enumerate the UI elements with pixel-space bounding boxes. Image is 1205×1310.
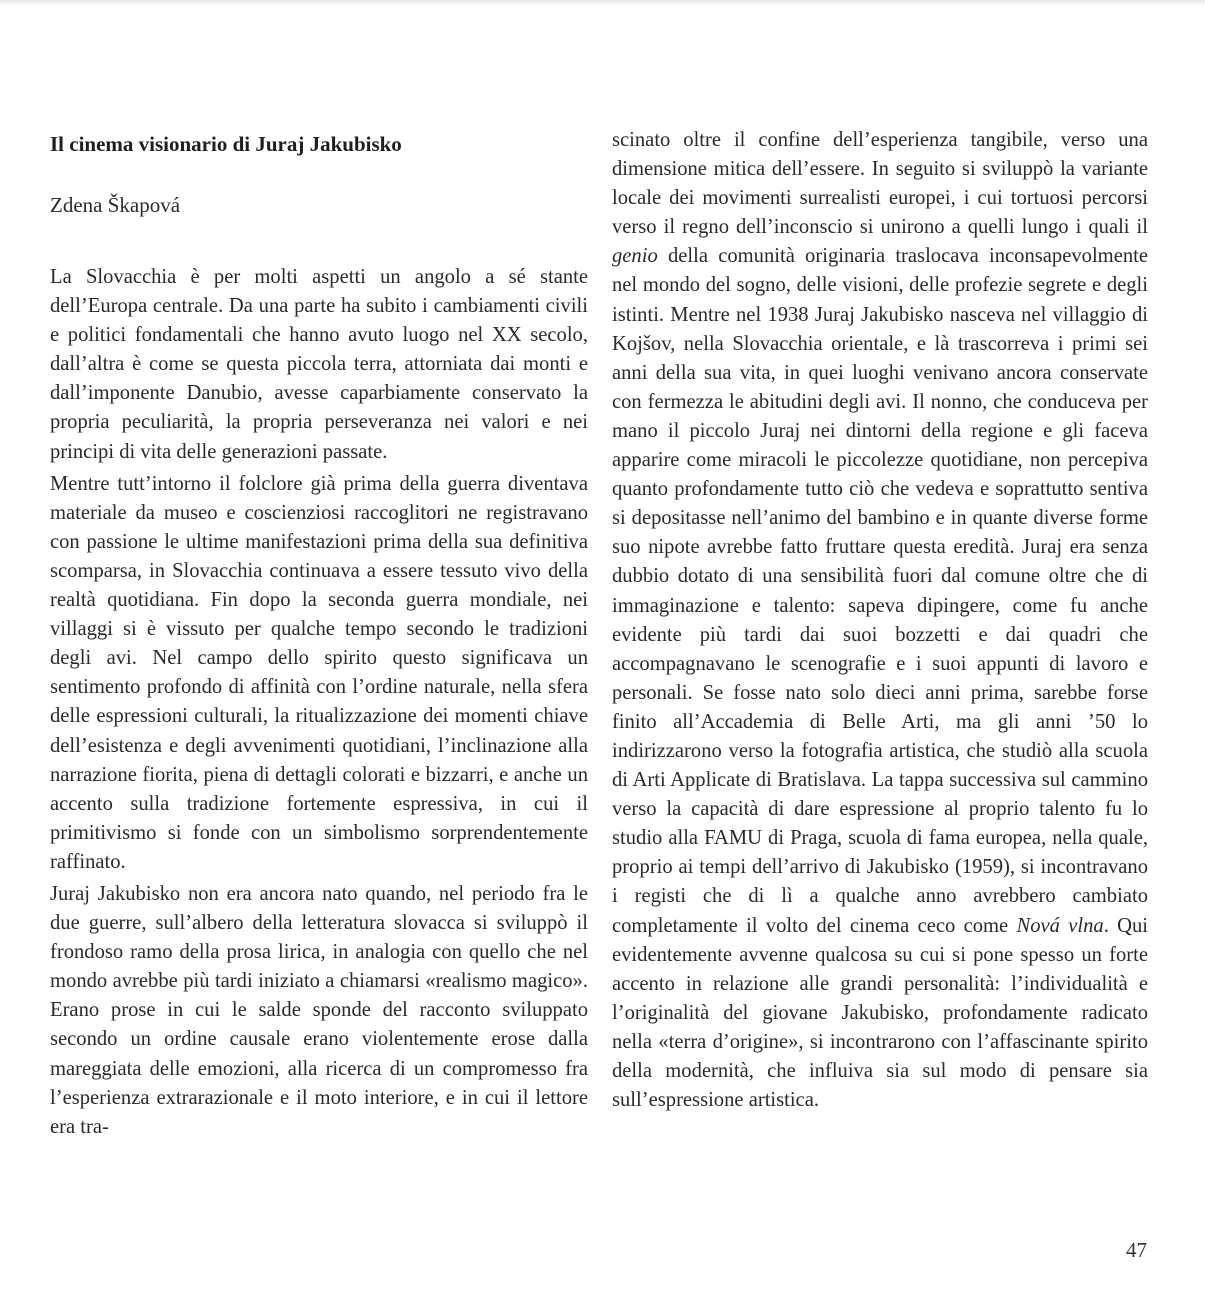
page-number: 47 (1126, 1238, 1147, 1262)
paragraph-intro: La Slovacchia è per molti aspetti un angolo a sé stante dell’Europa centrale. Da una parte ha subito i cambiamenti civili e politici fondamentali che hanno avuto luogo nel XX secolo, dall’altra è come se questa piccola terra, attorniata dai monti e dall’imponente Danubio, avesse caparbiamente conservato la propria peculiarità, la propria perseveranza nei valori e nei principi di vita delle generazioni passate. (50, 266, 588, 463)
text-run: della comunità originaria traslocava inconsapevolmente nel mondo del sogno, delle visioni, delle profezie segrete e degli istinti. Mentre nel 1938 Juraj Jakubisko nasceva nel villaggio di Kojšov, nella Slovacchia orientale, e là trascorreva i primi sei anni della sua vita, in quei luoghi venivano ancora conservate con fermezza le abitudini degli avi. Il nonno, che conduceva per mano il piccolo Juraj nei dintorni della regione e gli faceva apparire come miracoli le piccolezze quotidiane, non percepiva quanto profondamente tutto ciò che vedeva e soprattutto sentiva si depositasse nell’animo del bambino e in quante diverse forme suo nipote avrebbe fatto fruttare questa eredità. Juraj era senza dubbio dotato di una sensibilità fuori dal comune oltre che di immaginazione e talento: sapeva dipingere, come fu anche evidente più tardi dai suoi bozzetti e dai quadri che accompagnavano le scenografie e i suoi appunti di lavoro e personali. Se fosse nato solo dieci anni prima, sarebbe forse finito all’Accademia di Belle Arti, ma gli anni ’50 lo indirizzarono verso la fotografia artistica, che studiò alla scuola di Arti Applicate di Bratislava. La tappa successiva sul cammino verso la capacità di dare espressione al proprio talento fu lo studio alla FAMU di Praga, scuola di fama europea, nella quale, proprio ai tempi dell’arrivo di Jakubisko (1959), si incontravano i registi che di lì a qualche anno avrebbero cambiato completamente il volto del cinema ceco come (612, 245, 1148, 937)
italic-term-genio: genio (612, 245, 658, 268)
paragraph-continuation (612, 126, 1148, 1115)
text-run: scinato oltre il confine dell’esperienza tangibile, verso una dimensione mitica dell’essere. In seguito si sviluppò la variante locale dei movimenti surrealisti europei, i cui tortuosi percorsi verso il regno dell’inconscio si unirono a quelli lungo i quali il (612, 129, 1148, 239)
left-column-paragraphs (50, 263, 588, 1142)
left-column (50, 128, 588, 1142)
page-top-edge (0, 0, 1205, 6)
paragraph-lyric-prose: Juraj Jakubisko non era ancora nato quando, nel periodo fra le due guerre, sull’albero della letteratura slovacca si sviluppò il frondoso ramo della prosa lirica, in analogia con quello che nel mondo avrebbe più tardi iniziato a chiamarsi «realismo magico». Erano prose in cui le salde sponde del racconto sviluppato secondo un ordine causale erano violentemente erose dalla mareggiata delle emozioni, alla ricerca di un compromesso fra l’esperienza extrarazionale e il moto interiore, e in cui il lettore era tra- (50, 882, 588, 1138)
article-title: Il cinema visionario di Juraj Jakubisko (50, 132, 402, 156)
text-run: . Qui evidentemente avvenne qualcosa su cui si pone spesso un forte accento in relazione alle grandi personalità: l’individualità e l’originalità del giovane Jakubisko, profondamente radicato nella «terra d’origine», si incontrarono con l’affascinante spirito della modernità, che influiva sia sul modo di pensare sia sull’espressione artistica. (612, 914, 1149, 1112)
paragraph-folklore: Mentre tutt’intorno il folclore già prima della guerra diventava materiale da museo e coscienziosi raccoglitori ne registravano con passione le ultime manifestazioni prima della sua definitiva scomparsa, in Slovacchia continuava a essere tessuto vivo della realtà quotidiana. Fin dopo la seconda guerra mondiale, nei villaggi si è vissuto per qualche tempo secondo le tradizioni degli avi. Nel campo dello spirito questo significava un sentimento profondo di affinità con l’ordine naturale, nella sfera delle espressioni culturali, la ritualizzazione dei momenti chiave dell’esistenza e degli avvenimenti quotidiani, l’inclinazione alla narrazione fiorita, piena di dettagli colorati e bizzarri, e anche un accento sulla tradizione fortemente espressiva, in cui il primitivismo si fonde con un simbolismo sorprendentemente raffinato. (50, 472, 588, 873)
italic-term-nova-vlna: Nová vlna (1016, 914, 1104, 937)
article-author: Zdena Škapová (50, 193, 181, 217)
right-column (612, 126, 1148, 1115)
